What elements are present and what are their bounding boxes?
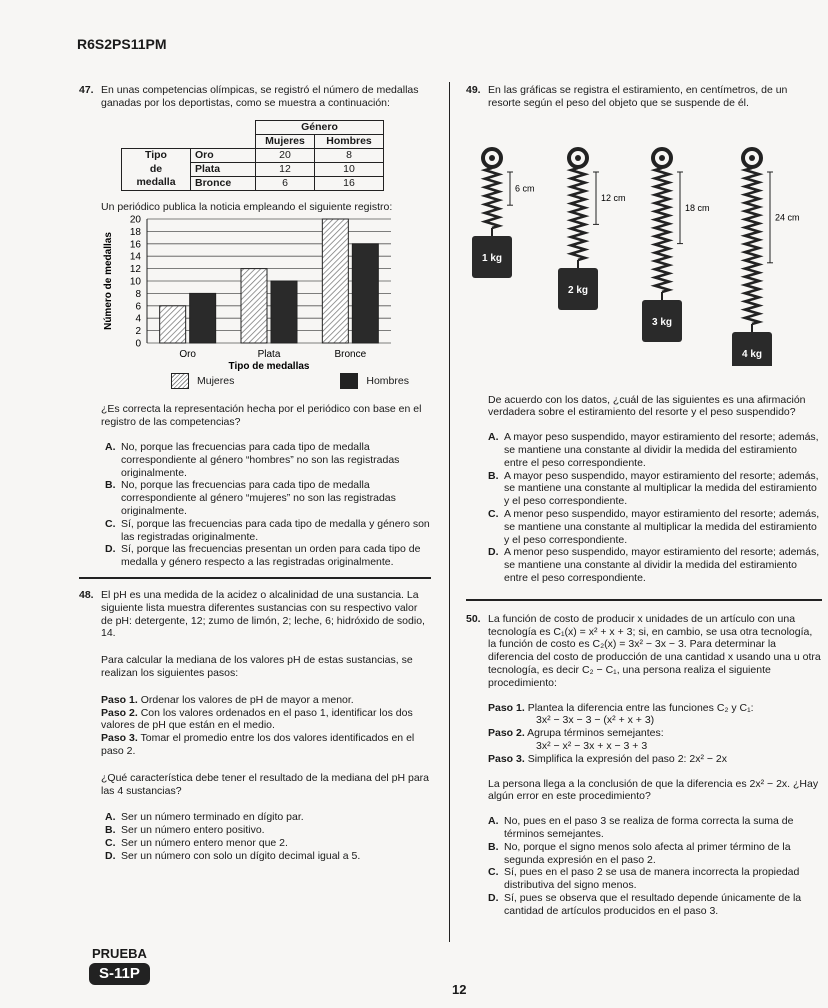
footer-code: S-11P xyxy=(89,963,150,985)
table-row-label: Plata xyxy=(191,162,256,176)
step-text: Con los valores ordenados en el paso 1, identificar los dos valores de pH que están en el medio. xyxy=(101,706,413,732)
spring-coil xyxy=(655,168,669,292)
table-label-medalla: medalla xyxy=(136,175,176,188)
y-tick-label: 16 xyxy=(129,239,141,251)
option-letter: C. xyxy=(105,836,116,849)
q47-text: En unas competencias olímpicas, se registró el número de medallas ganadas por los deportistas, como se muestra a continuación: xyxy=(101,84,419,109)
q50-step1 xyxy=(488,702,822,715)
option-letter: D. xyxy=(488,891,499,904)
spring-ring-center xyxy=(749,155,755,161)
option-letter: B. xyxy=(488,840,499,853)
table-cell: 12 xyxy=(256,162,315,176)
question-separator xyxy=(466,599,822,601)
option-letter: C. xyxy=(105,517,116,530)
medal-table xyxy=(121,120,384,191)
option-text: Ser un número terminado en dígito par. xyxy=(121,811,304,824)
table-header-mujeres: Mujeres xyxy=(256,134,315,148)
option-text: A menor peso suspendido, mayor estiramiento del resorte; además, se mantiene una constante al multiplicar la medida del estiramiento y el peso correspondiente. xyxy=(504,507,820,546)
option-letter: D. xyxy=(488,546,499,559)
table-cell: 8 xyxy=(315,148,384,162)
option-text: Sí, porque las frecuencias presentan un orden para cada tipo de medalla y género respecto a las registradas originalmente. xyxy=(121,543,421,569)
option-letter: A. xyxy=(488,431,499,444)
q48-step xyxy=(101,694,431,707)
q50-options xyxy=(488,815,822,917)
q48-step xyxy=(101,707,431,733)
step-label: Paso 2. xyxy=(101,706,138,719)
option-c[interactable] xyxy=(488,508,822,546)
right-column xyxy=(466,84,822,917)
question-separator xyxy=(79,577,431,579)
option-letter: C. xyxy=(488,866,499,879)
y-tick-label: 0 xyxy=(135,338,141,350)
q47-options xyxy=(105,441,431,569)
option-text: Ser un número entero positivo. xyxy=(121,824,265,837)
stretch-label: 18 cm xyxy=(685,202,710,213)
table-row-label: Bronce xyxy=(191,176,256,190)
option-a[interactable] xyxy=(488,815,822,841)
y-tick-label: 4 xyxy=(135,314,141,326)
option-a[interactable] xyxy=(105,811,431,824)
q49-question: De acuerdo con los datos, ¿cuál de las siguientes es una afirmación verdadera sobre el estiramiento del resorte y el peso suspendido? xyxy=(488,393,806,419)
document-code: R6S2PS11PM xyxy=(77,36,167,52)
bar-hombres-plata xyxy=(271,281,297,343)
option-b[interactable] xyxy=(488,841,822,867)
option-c[interactable] xyxy=(105,518,431,544)
footer-prueba: PRUEBA xyxy=(92,946,147,961)
q49-number: 49. xyxy=(466,84,481,96)
q48-options xyxy=(105,811,431,862)
option-b[interactable] xyxy=(105,824,431,837)
option-text: Sí, porque las frecuencias para cada tipo de medalla y género son las registradas originalmente. xyxy=(121,517,430,543)
step-text: Agrupa términos semejantes: xyxy=(524,727,664,740)
option-letter: C. xyxy=(488,507,499,520)
medal-bar-chart xyxy=(101,213,431,393)
y-tick-label: 10 xyxy=(129,276,141,288)
table-header-genero: Género xyxy=(256,120,384,134)
bar-chart-svg xyxy=(101,213,431,393)
option-c[interactable] xyxy=(488,866,822,892)
y-tick-label: 2 xyxy=(135,326,141,338)
page-number: 12 xyxy=(452,982,467,997)
q50-steps xyxy=(488,702,822,766)
weight-label: 3 kg xyxy=(651,316,673,328)
option-a[interactable] xyxy=(488,431,822,469)
y-tick-label: 18 xyxy=(129,227,141,239)
option-d[interactable] xyxy=(105,543,431,569)
x-tick-label: Oro xyxy=(179,349,197,361)
option-text: No, porque el signo menos solo afecta al primer término de la segunda expresión en el paso 2. xyxy=(504,840,791,866)
spring-ring-center xyxy=(489,155,495,161)
option-d[interactable] xyxy=(105,850,431,863)
option-letter: B. xyxy=(488,469,499,482)
legend-swatch-mujeres xyxy=(171,373,189,389)
option-letter: D. xyxy=(105,543,116,556)
y-axis-label: Número de medallas xyxy=(103,232,114,331)
bar-hombres-bronce xyxy=(352,244,378,343)
option-b[interactable] xyxy=(105,479,431,517)
table-cell: 16 xyxy=(315,176,384,190)
option-text: Sí, pues se observa que el resultado depende únicamente de la cantidad de artículos producidos en el paso 3. xyxy=(504,891,802,917)
table-header-hombres: Hombres xyxy=(315,134,384,148)
step-label: Paso 1. xyxy=(488,701,525,714)
step-label: Paso 3. xyxy=(488,752,525,765)
legend-swatch-hombres xyxy=(340,373,358,389)
step-label: Paso 2. xyxy=(488,727,525,740)
q48-text: El pH es una medida de la acidez o alcalinidad de una sustancia. La siguiente lista muestra diferentes sustancias con su respectivo valor de pH: detergente, 12; zumo de limón, 2; leche, 6; hidróxido de sodio, 14. xyxy=(101,588,425,640)
bar-mujeres-oro xyxy=(160,306,186,343)
bar-hombres-oro xyxy=(190,294,216,344)
q50-step2-expr: 3x² − x² − 3x + x − 3 + 3 xyxy=(536,739,648,752)
option-text: No, porque las frecuencias para cada tipo de medalla correspondiente al género “mujeres” no son las registradas originalmente. xyxy=(121,479,396,517)
spring-coil xyxy=(745,168,759,324)
step-text: Plantea la diferencia entre las funciones C₂ y C₁: xyxy=(524,701,754,714)
table-cell: 10 xyxy=(315,162,384,176)
table-row-label: Oro xyxy=(191,148,256,162)
option-a[interactable] xyxy=(105,441,431,479)
weight-label: 2 kg xyxy=(567,284,589,296)
option-b[interactable] xyxy=(488,470,822,508)
stretch-label: 12 cm xyxy=(601,192,626,203)
legend-label-mujeres: Mujeres xyxy=(197,374,235,387)
q49-options xyxy=(488,431,822,585)
spring-coil xyxy=(485,168,499,228)
spring-coil xyxy=(571,168,585,260)
option-c[interactable] xyxy=(105,837,431,850)
question-48 xyxy=(79,589,431,863)
option-text: A mayor peso suspendido, mayor estiramiento del resorte; además, se mantiene una constante al dividir la medida del estiramiento entre el peso correspondiente. xyxy=(504,431,819,469)
springs-diagram xyxy=(466,116,822,366)
weight-label: 4 kg xyxy=(741,348,763,360)
q50-number: 50. xyxy=(466,612,481,625)
x-tick-label: Plata xyxy=(257,349,281,361)
table-cell: 20 xyxy=(256,148,315,162)
q49-text: En las gráficas se registra el estiramiento, en centímetros, de un resorte según el peso del objeto que se suspende de él. xyxy=(488,84,788,109)
y-tick-label: 8 xyxy=(135,289,141,301)
q48-steps xyxy=(101,694,431,758)
q50-question: La persona llega a la conclusión de que la diferencia es 2x² − 2x. ¿Hay algún error en este procedimiento? xyxy=(488,777,819,803)
option-text: Sí, pues en el paso 2 se usa de manera incorrecta la propiedad distributiva del signo menos. xyxy=(504,866,800,892)
q47-question: ¿Es correcta la representación hecha por el periódico con base en el registro de las competencias? xyxy=(101,403,422,429)
y-tick-label: 14 xyxy=(129,252,141,264)
step-label: Paso 3. xyxy=(101,732,138,745)
option-text: Ser un número con solo un dígito decimal igual a 5. xyxy=(121,849,361,862)
q47-text2: Un periódico publica la noticia empleando el siguiente registro: xyxy=(101,200,393,213)
step-text: Ordenar los valores de pH de mayor a menor. xyxy=(137,693,354,706)
legend-label-hombres: Hombres xyxy=(366,374,409,387)
x-axis-label: Tipo de medallas xyxy=(228,361,310,373)
weight-label: 1 kg xyxy=(481,252,503,264)
spring-ring-center xyxy=(659,155,665,161)
q50-text: La función de costo de producir x unidades de un artículo con una tecnología es C₁(x) = x² + x + 3; si, en cambio, se usa otra tecnología, la función de costo es C₂(x) = 3x² − 3x − 3. Para determinar la diferencia del costo de producción de una cantidad x usando una u otra tecnología, es decir C₂ − C₁, una persona realiza el siguiente procedimiento: xyxy=(488,612,821,689)
q50-step1-expr: 3x² − 3x − 3 − (x² + x + 3) xyxy=(536,714,655,727)
question-47 xyxy=(79,84,431,569)
option-text: Ser un número entero menor que 2. xyxy=(121,836,288,849)
option-letter: D. xyxy=(105,849,116,862)
option-letter: B. xyxy=(105,824,116,837)
question-50 xyxy=(466,613,822,918)
step-label: Paso 1. xyxy=(101,693,138,706)
q50-step2 xyxy=(488,727,822,740)
q48-text2: Para calcular la mediana de los valores pH de estas sustancias, se realizan los siguientes pasos: xyxy=(101,654,413,679)
q48-number: 48. xyxy=(79,588,94,601)
option-letter: A. xyxy=(105,440,116,453)
column-divider xyxy=(449,82,450,942)
option-text: No, porque las frecuencias para cada tipo de medalla correspondiente al género “hombres” no son las registradas originalmente. xyxy=(121,440,400,479)
stretch-label: 6 cm xyxy=(515,183,535,194)
bar-mujeres-plata xyxy=(241,269,267,343)
left-column xyxy=(79,84,431,863)
x-tick-label: Bronce xyxy=(334,349,367,361)
step-text: Tomar el promedio entre los dos valores identificados en el paso 2. xyxy=(101,732,415,757)
q48-question: ¿Qué característica debe tener el resultado de la mediana del pH para las 4 sustancias? xyxy=(101,771,430,797)
stretch-label: 24 cm xyxy=(775,211,800,222)
option-letter: A. xyxy=(488,815,499,828)
option-d[interactable] xyxy=(488,546,822,584)
option-text: A mayor peso suspendido, mayor estiramiento del resorte; además, se mantiene una constante al multiplicar la medida del estiramiento y el peso correspondiente. xyxy=(504,469,819,508)
step-text: Simplifica la expresión del paso 2: 2x² − 2x xyxy=(524,752,728,765)
option-d[interactable] xyxy=(488,892,822,918)
y-tick-label: 6 xyxy=(135,301,141,313)
bar-mujeres-bronce xyxy=(322,219,348,343)
table-label-de: de xyxy=(149,162,163,175)
option-text: No, pues en el paso 3 se realiza de forma correcta la suma de términos semejantes. xyxy=(504,815,794,840)
option-letter: B. xyxy=(105,479,116,492)
y-tick-label: 12 xyxy=(129,264,141,276)
option-letter: A. xyxy=(105,811,116,824)
q47-number: 47. xyxy=(79,84,94,96)
question-49 xyxy=(466,84,822,585)
table-label-tipo: Tipo xyxy=(145,149,167,162)
y-tick-label: 20 xyxy=(129,214,141,226)
spring-ring-center xyxy=(575,155,581,161)
q48-step xyxy=(101,732,431,758)
option-text: A menor peso suspendido, mayor estiramiento del resorte; además, se mantiene una constante al dividir la medida del estiramiento entre el peso correspondiente. xyxy=(504,546,820,584)
q50-step3 xyxy=(488,753,822,766)
table-cell: 6 xyxy=(256,176,315,190)
